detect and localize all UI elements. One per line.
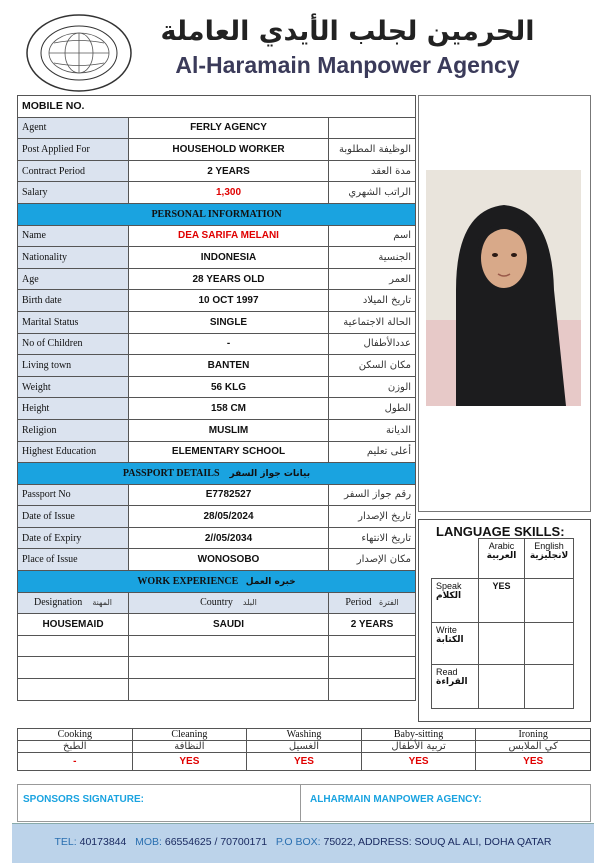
speak-english-value [525,579,574,623]
skill-label-ar: النظافة [132,741,247,753]
row-label: Contract Period [18,160,129,182]
work-header-ar: خبره العمل [245,576,296,587]
row-value: MUSLIM [129,419,329,441]
name-value: DEA SARIFA MELANI [129,225,329,247]
post-value: HOUSEHOLD WORKER [129,139,329,161]
table-row [18,247,416,269]
designation-value: HOUSEMAID [18,614,129,636]
row-label: Marital Status [18,311,129,333]
column-label-ar: المهنة [92,598,112,608]
language-row-label: Read القراءة [432,665,479,709]
row-value: 28/05/2024 [129,506,329,528]
table-row [18,484,416,506]
row-value: INDONESIA [129,247,329,269]
table-row [18,182,416,204]
table-row [18,290,416,312]
language-row [432,579,574,623]
row-arabic-label: الطول [329,398,416,420]
work-row-empty [18,679,416,701]
skill-label-ar: تربية الأطفال [361,741,476,753]
column-label-ar: العربية [486,551,517,561]
row-label: Nationality [18,247,129,269]
row-arabic-label: تاريخ الانتهاء [329,527,416,549]
salary-value: 1,300 [129,182,329,204]
row-label: Date of Expiry [18,527,129,549]
mobile-label: MOBILE NO. [18,96,416,118]
table-row [18,333,416,355]
row-value: - [129,333,329,355]
row-label: Passport No [18,484,129,506]
column-label: English [534,541,564,551]
table-row [18,506,416,528]
skill-label: Ironing [476,729,591,741]
table-row [18,160,416,182]
skill-label: Cooking [18,729,133,741]
applicant-photo [426,170,581,406]
row-arabic-label: الوظيفة المطلوبة [329,139,416,161]
table-row [18,268,416,290]
skill-label-ar: الطبخ [18,741,133,753]
skill-label-ar: الغسيل [247,741,362,753]
column-label-ar: البلد [242,598,257,608]
language-row-label: Speak الكلام [432,579,479,623]
period-value: 2 YEARS [329,614,416,636]
agent-value: FERLY AGENCY [129,117,329,139]
babysitting-value: YES [361,753,476,771]
row-arabic-label: الحالة الاجتماعية [329,311,416,333]
column-label: Designation [33,597,83,609]
table-row [18,441,416,463]
row-label: Name [18,225,129,247]
row-arabic-label: تاريخ الميلاد [329,290,416,312]
cleaning-value: YES [132,753,247,771]
agency-logo [24,12,134,94]
table-row [18,225,416,247]
speak-arabic-value: YES [479,579,525,623]
read-english-value [525,665,574,709]
read-arabic-value [479,665,525,709]
skill-label-ar: كي الملابس [476,741,591,753]
write-english-value [525,623,574,665]
row-label: Post Applied For [18,139,129,161]
row-label: Age [18,268,129,290]
work-row-empty [18,635,416,657]
language-skills-title: LANGUAGE SKILLS: [436,524,565,539]
row-arabic-label: مدة العقد [329,160,416,182]
row-arabic-label: اسم [329,225,416,247]
row-arabic-label: مكان السكن [329,355,416,377]
row-arabic-label: الديانة [329,419,416,441]
tel-label: TEL: [54,836,77,848]
column-label: Period [345,597,372,609]
row-value: WONOSOBO [129,549,329,571]
column-label-ar: الفترة [378,598,399,608]
row-value: 158 CM [129,398,329,420]
row-label: Birth date [18,290,129,312]
row-arabic-label: رقم جواز السفر [329,484,416,506]
work-row-empty [18,657,416,679]
row-arabic-label: أعلى تعليم [329,441,416,463]
work-header-en: WORK EXPERIENCE [137,575,239,587]
table-row [18,117,416,139]
table-row [18,311,416,333]
row-arabic-label: مكان الإصدار [329,549,416,571]
table-row [18,355,416,377]
row-arabic-label: الوزن [329,376,416,398]
language-skills-table [431,538,574,709]
sponsor-signature-label: SPONSORS SIGNATURE: [23,794,144,805]
row-label: Living town [18,355,129,377]
row-label: Height [18,398,129,420]
row-value: E7782527 [129,484,329,506]
table-row [18,376,416,398]
footer-contact [12,836,594,848]
column-label-ar: لانجليزية [529,551,569,561]
mob-value: 66554625 / 70700171 [164,836,268,848]
row-value: ELEMENTARY SCHOOL [129,441,329,463]
ironing-value: YES [476,753,591,771]
household-skills-table [17,728,591,771]
table-row [18,549,416,571]
designation-column-header [18,592,129,614]
country-column-header [129,592,329,614]
table-row [18,398,416,420]
row-value: 2//05/2034 [129,527,329,549]
row-value: SINGLE [129,311,329,333]
row-arabic-label: العمر [329,268,416,290]
tel-value: 40173844 [79,836,127,848]
skill-label: Washing [247,729,362,741]
row-arabic-label: تاريخ الإصدار [329,506,416,528]
arabic-column-header [479,539,525,579]
language-row [432,665,574,709]
row-label: Religion [18,419,129,441]
signature-divider [300,784,301,822]
row-label: Date of Issue [18,506,129,528]
agency-signature-label: ALHARMAIN MANPOWER AGENCY: [310,794,482,805]
write-arabic-value [479,623,525,665]
mob-label: MOB: [135,836,162,848]
passport-header-ar: بيانات جواز السفر [229,468,311,479]
table-row [18,527,416,549]
table-row [18,139,416,161]
row-value: 56 KLG [129,376,329,398]
skill-label: Cleaning [132,729,247,741]
row-value: 10 OCT 1997 [129,290,329,312]
row-arabic-label: عددالأطفال [329,333,416,355]
work-columns-row [18,592,416,614]
language-row [432,623,574,665]
agency-english-title: Al-Haramain Manpower Agency [175,52,520,78]
skill-label: Baby-sitting [361,729,476,741]
applicant-info-table [17,95,416,701]
table-row [18,419,416,441]
row-arabic-label [329,117,416,139]
row-label: Highest Education [18,441,129,463]
row-value: 28 YEARS OLD [129,268,329,290]
language-row-label: Write الكتابة [432,623,479,665]
english-column-header [525,539,574,579]
column-label: Arabic [488,541,515,551]
period-column-header [329,592,416,614]
row-arabic-label: الجنسية [329,247,416,269]
row-label: No of Children [18,333,129,355]
washing-value: YES [247,753,362,771]
agency-arabic-title: الحرمين لجلب الأيدي العاملة [160,16,535,47]
cooking-value: - [18,753,133,771]
work-row [18,614,416,636]
pobox-label: P.O BOX: [275,836,321,848]
pobox-value: 75022, ADDRESS: SOUQ AL ALI, DOHA QATAR [323,836,552,848]
row-value: BANTEN [129,355,329,377]
personal-info-header: PERSONAL INFORMATION [18,203,416,225]
passport-header-en: PASSPORT DETAILS [122,467,220,479]
column-label: Country [200,597,233,609]
row-label: Agent [18,117,129,139]
row-label: Weight [18,376,129,398]
row-arabic-label: الراتب الشهري [329,182,416,204]
passport-details-header [18,463,416,485]
row-label: Place of Issue [18,549,129,571]
contract-value: 2 YEARS [129,160,329,182]
work-experience-header [18,571,416,593]
row-label: Salary [18,182,129,204]
country-value: SAUDI [129,614,329,636]
